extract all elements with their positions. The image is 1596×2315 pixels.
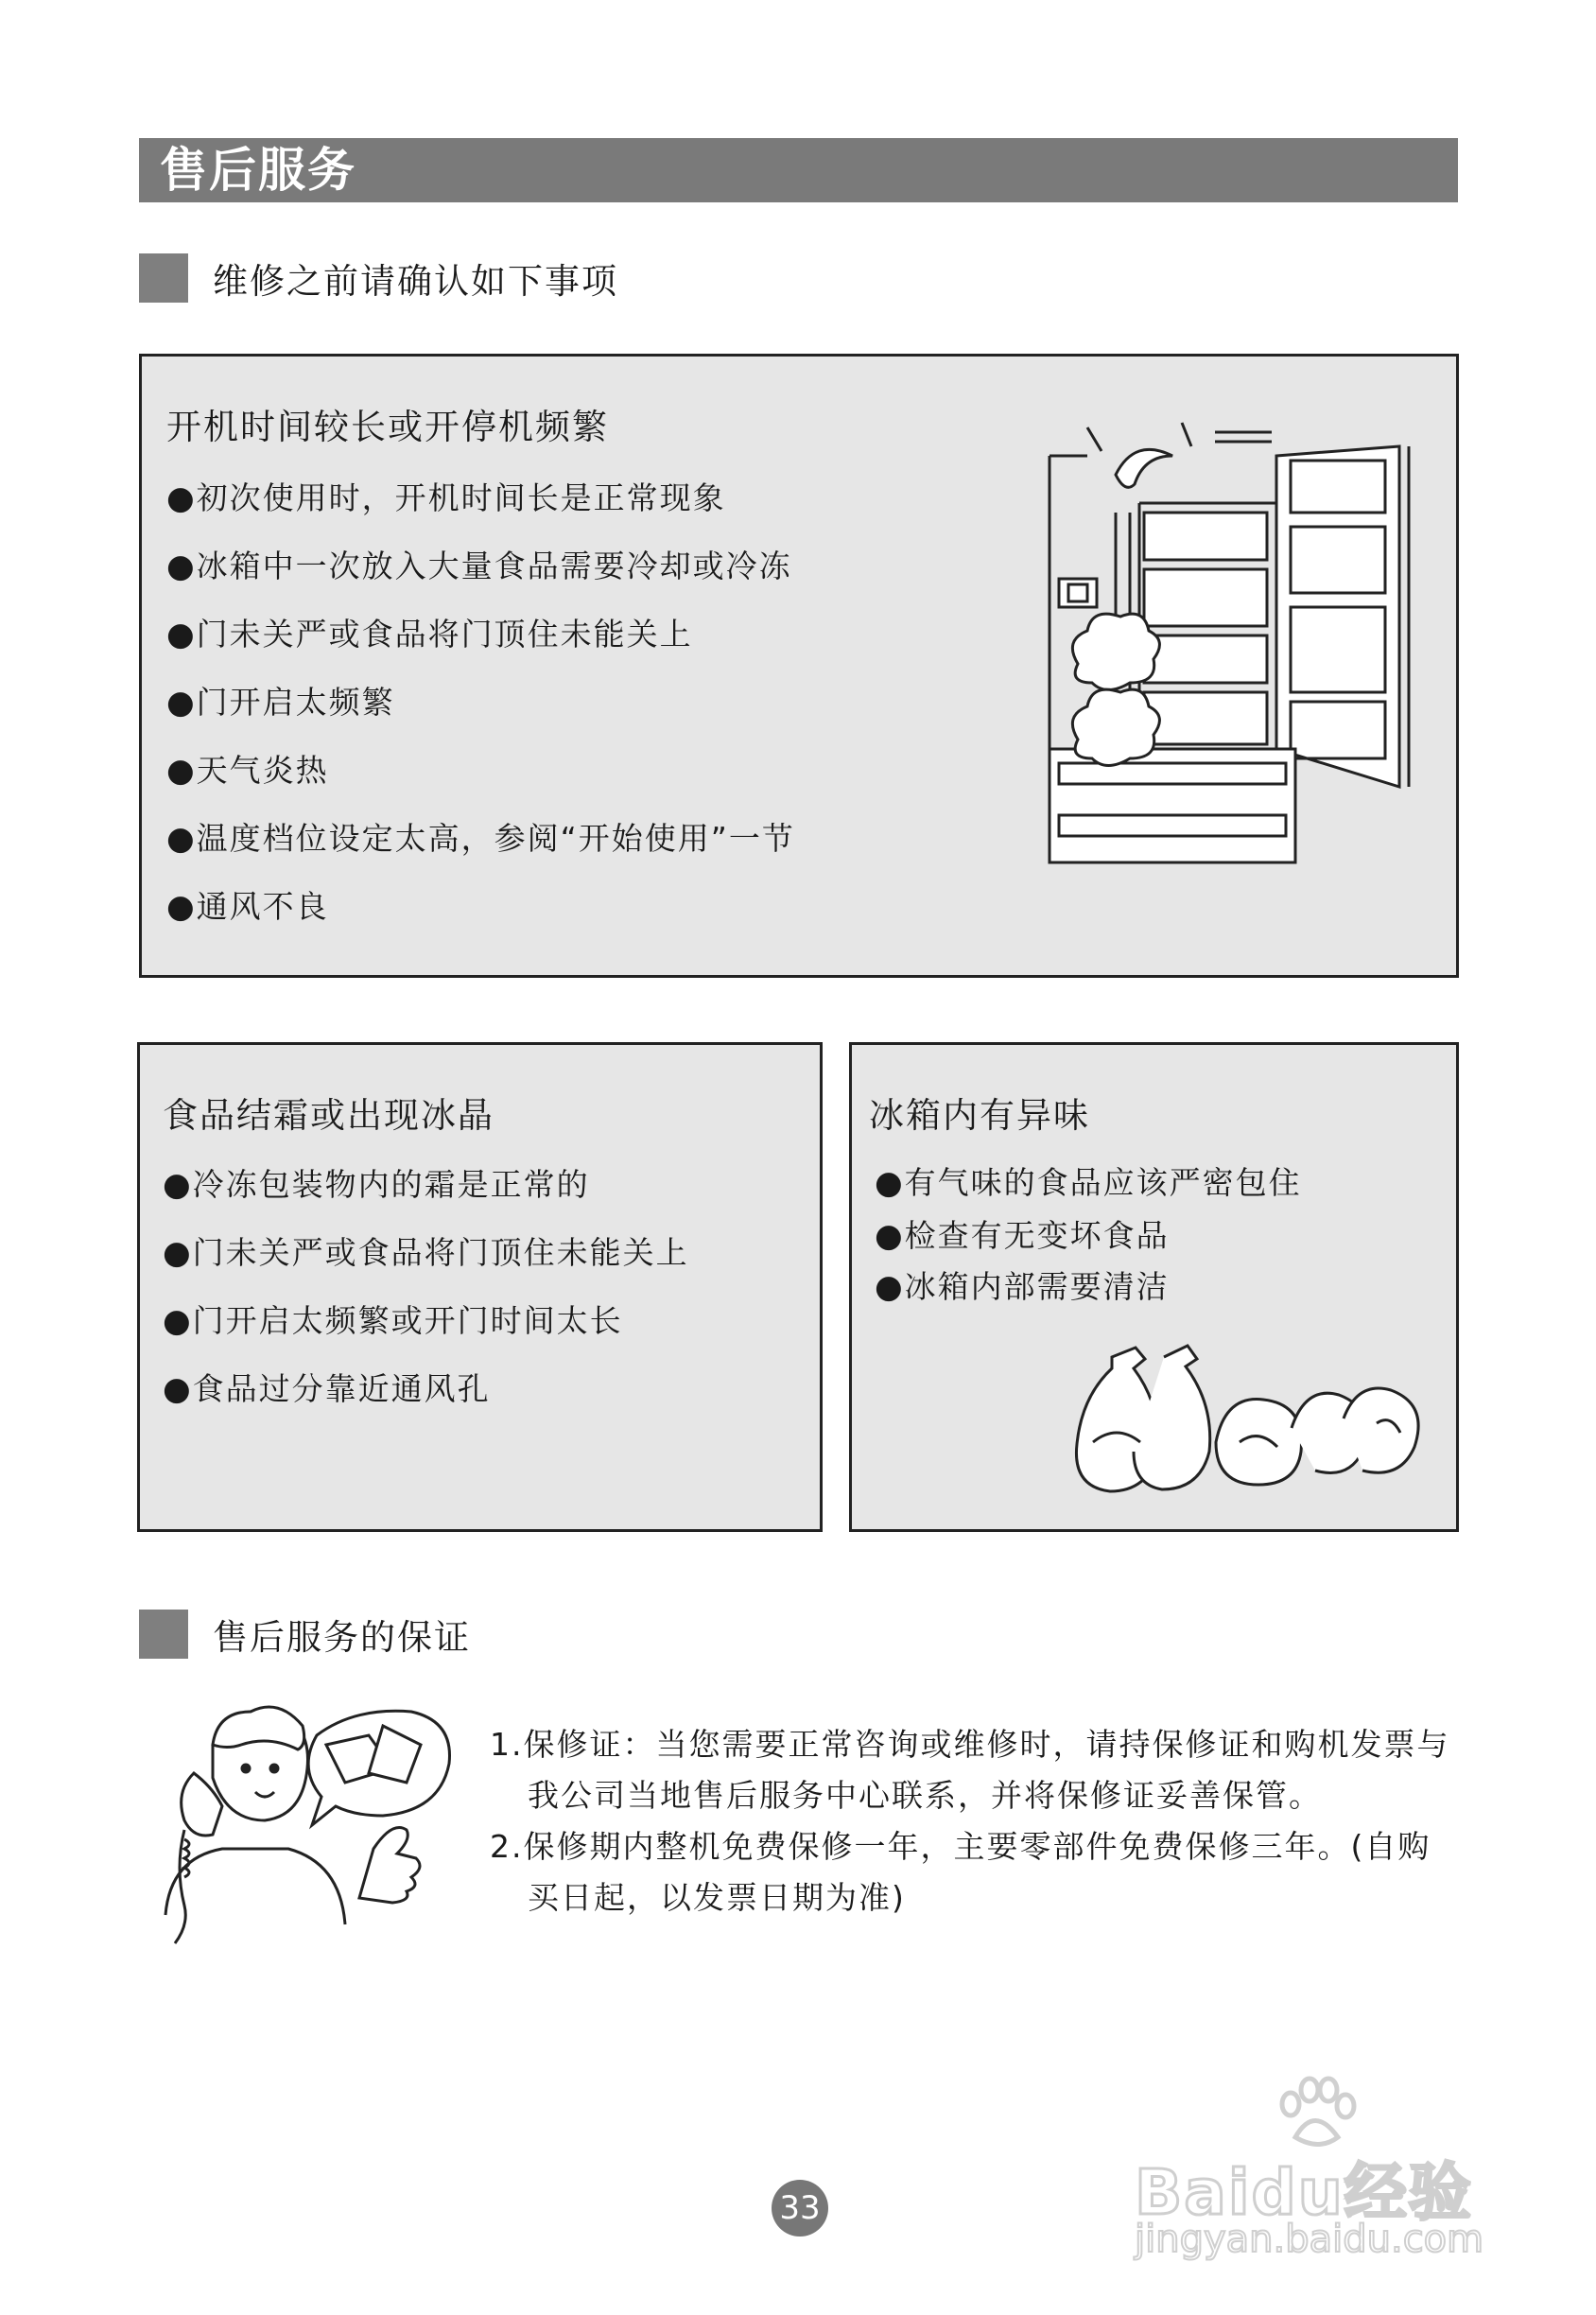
section-heading-before-repair — [139, 253, 618, 303]
guarantee-p1-line1: 1.保修证：当您需要正常咨询或维修时，请持保修证和购机发票与 — [490, 1726, 1450, 1763]
box-long-runtime — [139, 354, 1459, 978]
baidu-watermark — [1135, 2076, 1513, 2265]
page-title: 售后服务 — [139, 138, 1458, 202]
guarantee-p1-line2: 我公司当地售后服务中心联系，并将保修证妥善保管。 — [528, 1777, 1322, 1814]
list-item: ●初次使用时，开机时间长是正常现象 — [166, 479, 726, 517]
list-item: ●通风不良 — [166, 888, 329, 926]
open-refrigerator-icon — [1050, 409, 1447, 900]
section-heading-text: 售后服务的保证 — [213, 1617, 471, 1658]
paw-icon — [1272, 2076, 1357, 2151]
box-title: 冰箱内有异味 — [869, 1095, 1090, 1136]
list-item: ●门未关严或食品将门顶住未能关上 — [163, 1234, 689, 1272]
list-item: ●冷冻包装物内的霜是正常的 — [163, 1166, 590, 1204]
box-title: 开机时间较长或开停机频繁 — [166, 407, 609, 447]
box-title: 食品结霜或出现冰晶 — [163, 1095, 494, 1136]
watermark-url: jingyan.baidu.com — [1135, 2218, 1484, 2261]
watermark-brand: Baidu经验 — [1135, 2156, 1473, 2229]
page-number: 33 — [772, 2180, 828, 2237]
list-item: ●门开启太频繁或开门时间太长 — [163, 1302, 623, 1340]
list-item: ●门开启太频繁 — [166, 684, 395, 722]
box-odor — [849, 1042, 1459, 1532]
list-item: ●天气炎热 — [166, 752, 329, 790]
section-heading-guarantee — [139, 1610, 471, 1659]
section-square-icon — [139, 1610, 188, 1659]
man-on-phone-icon — [156, 1697, 468, 1953]
list-item: ●冰箱中一次放入大量食品需要冷却或冷冻 — [166, 548, 792, 585]
list-item: ●温度档位设定太高，参阅“开始使用”一节 — [166, 820, 795, 858]
food-bags-icon — [1074, 1338, 1433, 1508]
section-heading-text: 维修之前请确认如下事项 — [213, 261, 618, 302]
guarantee-p2-line1: 2.保修期内整机免费保修一年，主要零部件免费保修三年。(自购 — [490, 1828, 1431, 1865]
guarantee-p2-line2: 买日起，以发票日期为准) — [528, 1879, 906, 1916]
list-item: ●冰箱内部需要清洁 — [875, 1268, 1170, 1306]
list-item: ●门未关严或食品将门顶住未能关上 — [166, 616, 693, 653]
list-item: ●有气味的食品应该严密包住 — [875, 1164, 1302, 1202]
list-item: ●检查有无变坏食品 — [875, 1217, 1170, 1255]
section-square-icon — [139, 253, 188, 303]
box-frost — [137, 1042, 823, 1532]
list-item: ●食品过分靠近通风孔 — [163, 1370, 491, 1408]
